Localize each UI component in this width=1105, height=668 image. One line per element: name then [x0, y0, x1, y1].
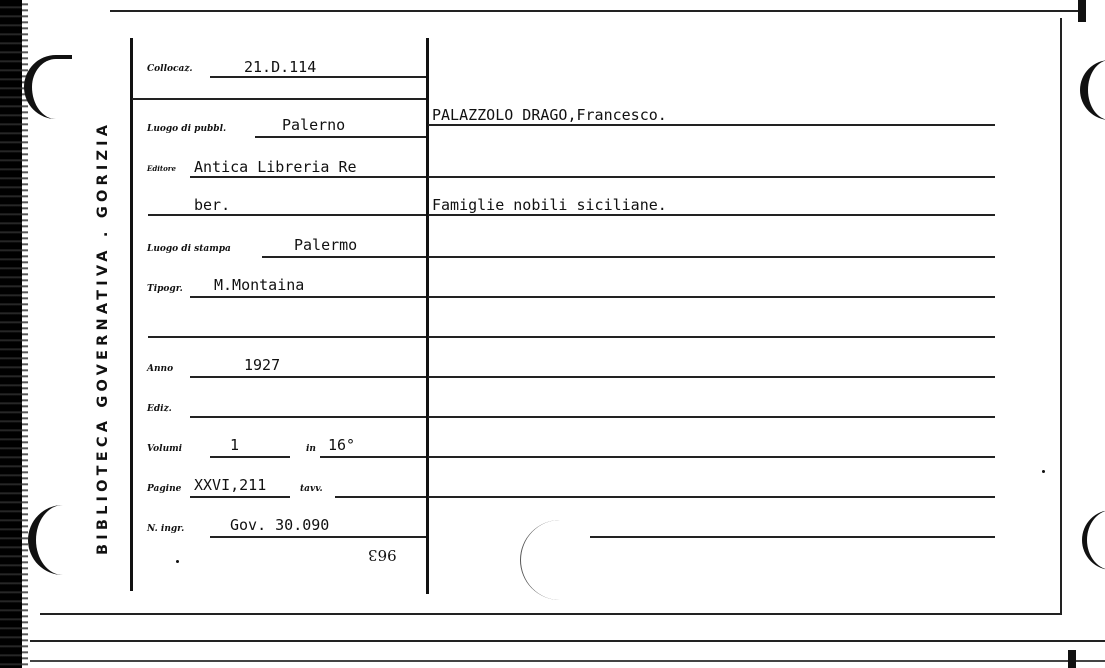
formato-value: 16°	[328, 436, 356, 454]
volumi-value: 1	[230, 436, 240, 454]
title-text: Famiglie nobili siciliane.	[432, 196, 667, 214]
binder-ring-top-left	[24, 55, 72, 119]
dot	[176, 560, 179, 563]
rule	[210, 76, 426, 78]
rule	[428, 336, 995, 338]
top-corner-mark	[1078, 0, 1086, 22]
bottom-corner-mark	[1068, 650, 1076, 668]
rule	[148, 336, 426, 338]
center-divider	[426, 38, 429, 594]
bottom-border	[30, 640, 1105, 642]
tipogr-value: M.Montaina	[214, 276, 305, 294]
rule	[428, 214, 995, 216]
anno-label: Anno	[147, 364, 174, 374]
tavole-label: tavv.	[300, 484, 323, 494]
rule	[428, 376, 995, 378]
rule	[190, 496, 290, 498]
dot	[1042, 470, 1045, 473]
library-stamp: BIBLIOTECA GOVERNATIVA . GORIZIA	[95, 120, 111, 555]
luogo-pubbl-value: Palerno	[282, 116, 346, 134]
rule	[148, 214, 426, 216]
n-ingr-label: N. ingr.	[147, 524, 185, 534]
rule	[190, 376, 426, 378]
binder-ring-top-right	[1080, 60, 1105, 120]
left-divider	[130, 38, 133, 591]
rule	[428, 176, 995, 178]
rule	[428, 296, 995, 298]
rule	[132, 98, 426, 100]
ediz-label: Ediz.	[147, 404, 172, 414]
rule	[428, 496, 995, 498]
collocazione-value: 21.D.114	[244, 58, 317, 76]
rule	[335, 496, 426, 498]
tipogr-label: Tipogr.	[147, 284, 183, 294]
rule	[190, 416, 426, 418]
pagine-value: XXVI,211	[194, 476, 267, 494]
luogo-stampa-value: Palermo	[294, 236, 358, 254]
binder-ring-bottom-left	[28, 505, 74, 575]
rule	[428, 124, 995, 126]
editore-value-2: ber.	[194, 196, 231, 214]
luogo-stampa-label: Luogo di stampa	[147, 244, 231, 254]
collocazione-label: Collocaz.	[147, 64, 193, 74]
anno-value: 1927	[244, 356, 281, 374]
binder-ring-bottom-right	[1082, 510, 1105, 570]
editore-label: Editore	[147, 164, 176, 173]
rule	[210, 536, 426, 538]
n-ingr-value: Gov. 30.090	[230, 516, 330, 534]
in-label: in	[306, 444, 316, 454]
rule	[428, 416, 995, 418]
bottom-border-lower	[30, 660, 1105, 662]
luogo-pubbl-label: Luogo di pubbl.	[147, 124, 227, 134]
pagine-label: Pagine	[147, 484, 182, 494]
rule	[320, 456, 426, 458]
rule	[210, 456, 290, 458]
rule	[590, 536, 995, 538]
rule	[190, 176, 426, 178]
rule	[190, 296, 426, 298]
editore-value-1: Antica Libreria Re	[194, 158, 357, 176]
rule	[255, 136, 426, 138]
rule	[428, 456, 995, 458]
rule	[262, 256, 426, 258]
volumi-label: Volumi	[147, 444, 183, 454]
author-heading: PALAZZOLO DRAGO,Francesco.	[432, 106, 667, 124]
scan-edge	[0, 0, 22, 668]
handwritten-note: 963	[368, 546, 397, 564]
rule	[428, 256, 995, 258]
top-border	[110, 10, 1080, 12]
